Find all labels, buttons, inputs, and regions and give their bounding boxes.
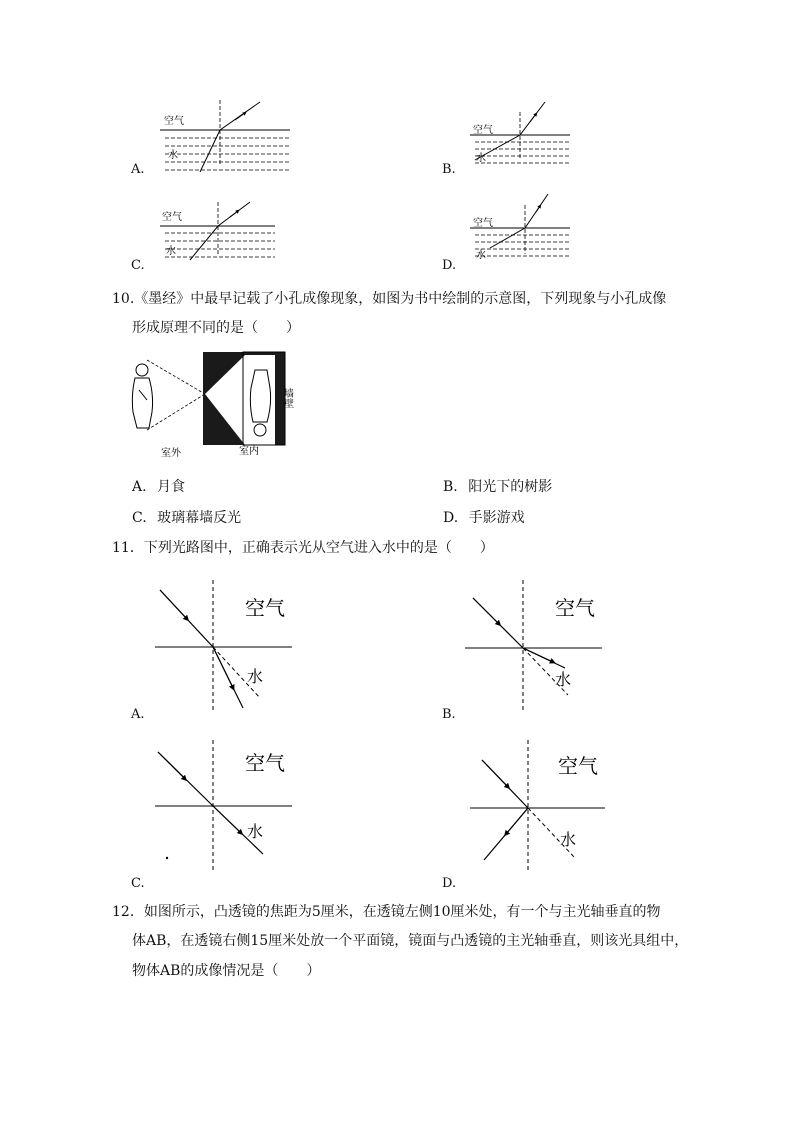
q11-figure-c: [155, 740, 295, 870]
q10-option-a[interactable]: [132, 477, 185, 497]
option-text: 月食: [157, 479, 186, 495]
option-letter: B.: [443, 479, 458, 495]
q12-stem-line2: 体AB，在透镜右侧15厘米处放一个平面镜，镜面与凸透镜的主光轴垂直，则该光具组中，: [132, 933, 689, 949]
q11-figure-a: [155, 580, 295, 710]
air-label: 空气: [245, 751, 285, 775]
q9-option-d-label[interactable]: D.: [442, 258, 457, 273]
q9-figure-c: [160, 200, 290, 270]
outside-label: 室外: [161, 448, 181, 459]
q11-option-b-label[interactable]: B.: [442, 707, 456, 722]
inside-label: 室内: [239, 446, 259, 457]
q9-figure-a: [160, 100, 290, 180]
q10-option-d[interactable]: [443, 508, 525, 528]
q10-option-b[interactable]: [443, 477, 552, 497]
option-text: 玻璃幕墙反光: [157, 510, 242, 526]
air-label: 空气: [473, 125, 493, 136]
q10-stem-line1: 10.《墨经》中最早记载了小孔成像现象，如图为书中绘制的示意图，下列现象与小孔成像: [112, 291, 667, 307]
q11-option-c-label[interactable]: C.: [131, 876, 145, 891]
q11-stem: 11．下列光路图中，正确表示光从空气进入水中的是（ ）: [112, 540, 494, 556]
option-letter: C.: [132, 510, 147, 526]
option-letter: D.: [443, 510, 459, 526]
q11-figure-d: [470, 740, 610, 870]
q12-stem-line1: 12．如图所示，凸透镜的焦距为5厘米，在透镜左侧10厘米处，有一个与主光轴垂直的物: [112, 904, 661, 920]
water-label: 水: [555, 670, 572, 689]
wall-label: 墙壁: [281, 388, 293, 408]
q11-option-d-label[interactable]: D.: [442, 876, 457, 891]
air-label: 空气: [558, 754, 598, 778]
option-letter: A.: [132, 479, 147, 495]
air-label: 空气: [162, 212, 182, 223]
option-text: 手影游戏: [468, 510, 525, 526]
q11-option-a-label[interactable]: A.: [131, 707, 145, 722]
q9-figure-b: [470, 100, 600, 170]
person-icon: [132, 364, 152, 428]
water-label: 水: [247, 667, 264, 686]
q10-stem-line2: 形成原理不同的是（ ）: [132, 320, 300, 336]
q9-option-c-label[interactable]: C.: [131, 258, 145, 273]
water-label: 水: [247, 822, 264, 841]
q9-figure-d: [470, 190, 600, 270]
q11-figure-b: [465, 580, 605, 710]
q9-option-b-label[interactable]: B.: [442, 162, 456, 177]
q9-option-a-label[interactable]: A.: [131, 162, 145, 177]
air-label: 空气: [555, 596, 595, 620]
water-label: 水: [560, 830, 577, 849]
water-label: 水: [168, 150, 178, 161]
water-label: 水: [476, 250, 486, 261]
q12-stem-line3: 物体AB的成像情况是（ ）: [132, 963, 321, 979]
water-label: 水: [166, 246, 176, 257]
water-label: 水: [476, 153, 486, 164]
air-label: 空气: [245, 596, 285, 620]
option-text: 阳光下的树影: [468, 479, 553, 495]
q10-option-c[interactable]: [132, 508, 241, 528]
air-label: 空气: [473, 218, 493, 229]
air-label: 空气: [164, 116, 184, 127]
pinhole-camera-figure: [125, 350, 310, 462]
